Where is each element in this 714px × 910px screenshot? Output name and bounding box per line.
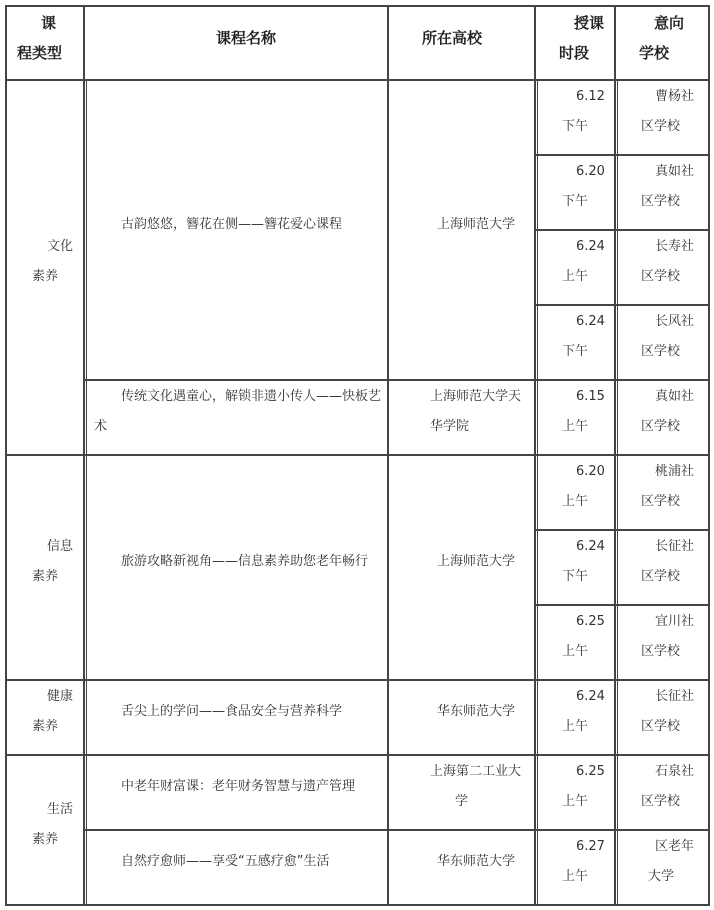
table-border-top [5,5,710,7]
course-type-line2: 素养 [32,832,59,847]
column-divider [537,80,538,906]
session-period: 下午 [562,569,589,584]
table-border-bottom [5,904,710,906]
group-divider [5,454,710,456]
header-time-slot-line2: 时段 [559,44,590,62]
session-date: 6.15 [576,389,605,404]
target-school-line1: 长风社 [655,314,695,329]
target-school-line2: 区学校 [641,194,681,209]
university-name-line1: 上海第二工业大 [430,764,522,779]
row-divider [85,379,710,381]
session-date: 6.24 [576,239,605,254]
target-school-line1: 真如社 [655,164,695,179]
target-school-line1: 长征社 [655,539,695,554]
session-date: 6.20 [576,164,605,179]
session-period: 上午 [562,269,589,284]
session-period: 下午 [562,344,589,359]
course-type-line2: 素养 [32,569,59,584]
course-type-line2: 素养 [32,719,59,734]
course-type-line1: 生活 [47,802,74,817]
course-name: 舌尖上的学问——食品安全与营养科学 [121,704,343,719]
session-date: 6.24 [576,314,605,329]
target-school-line2: 大学 [648,869,675,884]
session-period: 上午 [562,719,589,734]
university-name-line2: 华学院 [430,419,470,434]
target-school-line2: 区学校 [641,644,681,659]
column-divider [86,80,87,906]
session-period: 上午 [562,419,589,434]
session-date: 6.25 [576,614,605,629]
header-course-type-line2: 程类型 [17,44,63,62]
target-school-line1: 真如社 [655,389,695,404]
row-divider [85,829,710,831]
group-divider [5,679,710,681]
row-divider [536,229,710,231]
course-name: 中老年财富课：老年财务智慧与遗产管理 [121,779,356,794]
target-school-line1: 曹杨社 [655,89,695,104]
group-divider [5,754,710,756]
target-school-line2: 区学校 [641,269,681,284]
session-date: 6.27 [576,839,605,854]
session-period: 上午 [562,644,589,659]
session-date: 6.24 [576,689,605,704]
course-type-line1: 健康 [47,689,74,704]
row-divider [536,154,710,156]
course-type-line1: 信息 [47,539,74,554]
session-date: 6.25 [576,764,605,779]
session-period: 下午 [562,194,589,209]
university-name-line2: 学 [455,794,469,809]
header-university: 所在高校 [422,29,483,47]
target-school-line1: 长寿社 [655,239,695,254]
university-name: 上海师范大学 [437,217,516,232]
session-period: 上午 [562,869,589,884]
target-school-line2: 区学校 [641,569,681,584]
target-school-line2: 区学校 [641,719,681,734]
course-name-line1: 传统文化遇童心，解锁非遗小传人——快板艺 [121,389,382,404]
university-name: 上海师范大学 [437,554,516,569]
session-period: 下午 [562,119,589,134]
course-name-line2: 术 [94,419,108,434]
target-school-line1: 宜川社 [655,614,695,629]
target-school-line2: 区学校 [641,494,681,509]
target-school-line2: 区学校 [641,419,681,434]
session-period: 上午 [562,494,589,509]
header-course-type-line1: 课 [41,14,57,32]
row-divider [536,304,710,306]
university-name-line1: 上海师范大学天 [430,389,522,404]
course-name: 旅游攻略新视角——信息素养助您老年畅行 [121,554,369,569]
header-target-school-line2: 学校 [639,44,670,62]
course-name: 古韵悠悠，簪花在侧——簪花爱心课程 [121,217,343,232]
session-date: 6.20 [576,464,605,479]
session-period: 上午 [562,794,589,809]
target-school-line2: 区学校 [641,794,681,809]
course-type-line1: 文化 [47,239,74,254]
target-school-line2: 区学校 [641,344,681,359]
course-type-line2: 素养 [32,269,59,284]
target-school-line2: 区学校 [641,119,681,134]
target-school-line1: 石泉社 [655,764,695,779]
header-divider [5,79,710,81]
header-target-school-line1: 意向 [654,14,685,32]
university-name: 华东师范大学 [437,854,516,869]
header-time-slot-line1: 授课 [574,14,605,32]
session-date: 6.24 [576,539,605,554]
row-divider [536,604,710,606]
target-school-line1: 长征社 [655,689,695,704]
session-date: 6.12 [576,89,605,104]
university-name: 华东师范大学 [437,704,516,719]
course-name: 自然疗愈师——享受“五感疗愈”生活 [121,854,330,869]
column-divider [617,80,618,906]
target-school-line1: 区老年 [655,839,695,854]
row-divider [536,529,710,531]
target-school-line1: 桃浦社 [655,464,695,479]
header-course-name: 课程名称 [216,29,277,47]
